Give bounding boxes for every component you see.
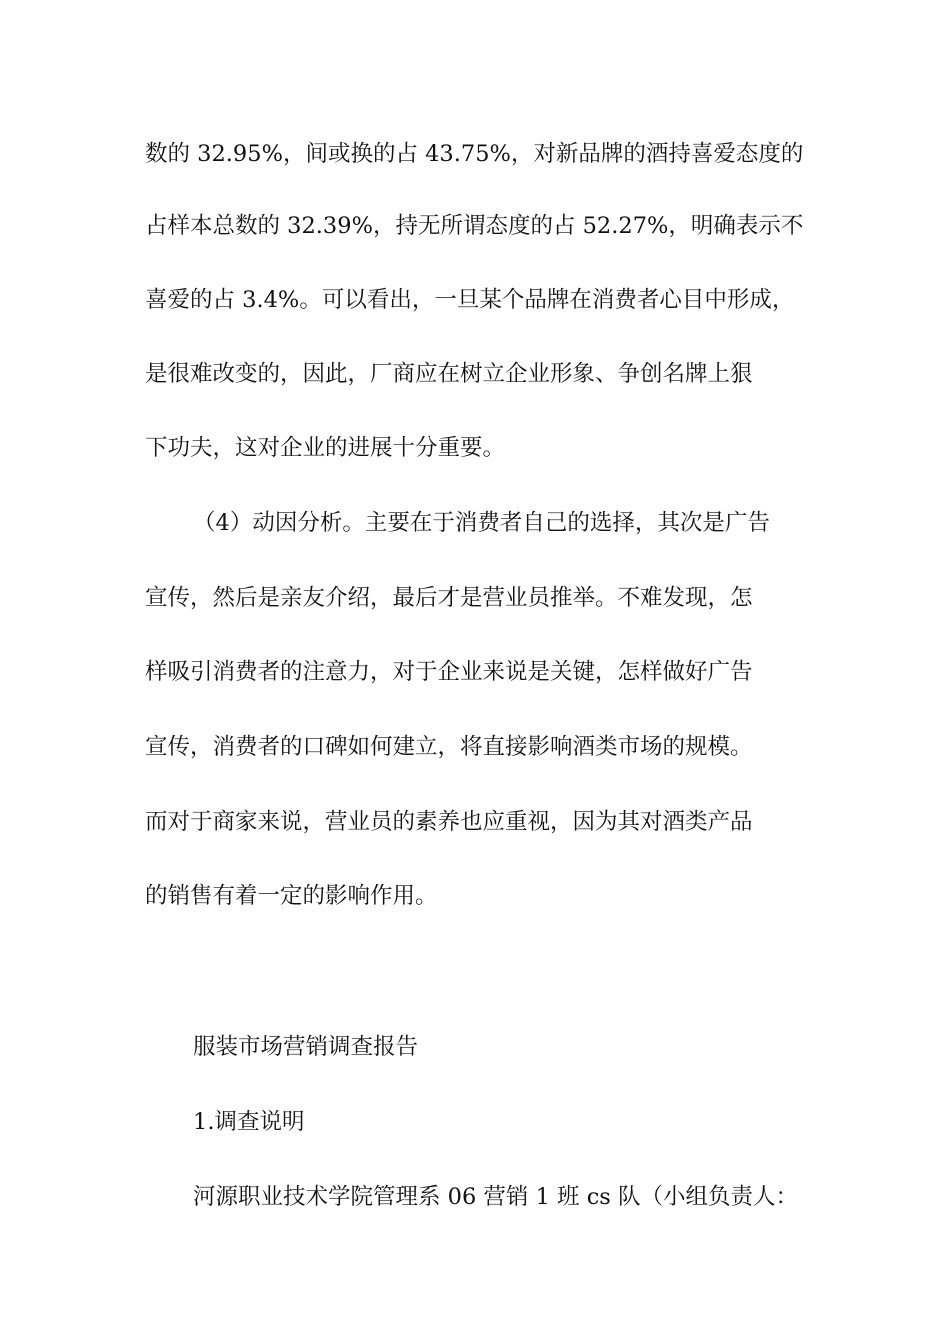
paragraph-1-line-1: 数的 32.95%，间或换的占 43.75%，对新品牌的酒持喜爱态度的	[145, 141, 804, 167]
paragraph-1-line-2: 占样本总数的 32.39%，持无所谓态度的占 52.27%，明确表示不	[145, 213, 804, 239]
paragraph-2-line-3: 样吸引消费者的注意力，对于企业来说是关键，怎样做好广告	[145, 659, 753, 685]
paragraph-1-line-5: 下功夫，这对企业的进展十分重要。	[145, 435, 506, 461]
paragraph-2-line-5: 而对于商家来说，营业员的素养也应重视，因为其对酒类产品	[145, 809, 753, 835]
report-title: 服装市场营销调查报告	[193, 1034, 419, 1060]
paragraph-3-line-1: 河源职业技术学院管理系 06 营销 1 班 cs 队（小组负责人：	[193, 1184, 799, 1210]
paragraph-2-line-6: 的销售有着一定的影响作用。	[145, 883, 438, 909]
paragraph-1-line-3: 喜爱的占 3.4%。可以看出，一旦某个品牌在消费者心目中形成，	[145, 287, 795, 313]
paragraph-1-line-4: 是很难改变的，因此，厂商应在树立企业形象、争创名牌上狠	[145, 361, 753, 387]
paragraph-2-line-2: 宣传，然后是亲友介绍，最后才是营业员推举。不难发现，怎	[145, 585, 753, 611]
paragraph-2-line-1: （4）动因分析。主要在于消费者自己的选择，其次是广告	[193, 510, 770, 536]
section-heading: 1.调查说明	[193, 1109, 305, 1135]
paragraph-2-line-4: 宣传，消费者的口碑如何建立，将直接影响酒类市场的规模。	[145, 734, 753, 760]
